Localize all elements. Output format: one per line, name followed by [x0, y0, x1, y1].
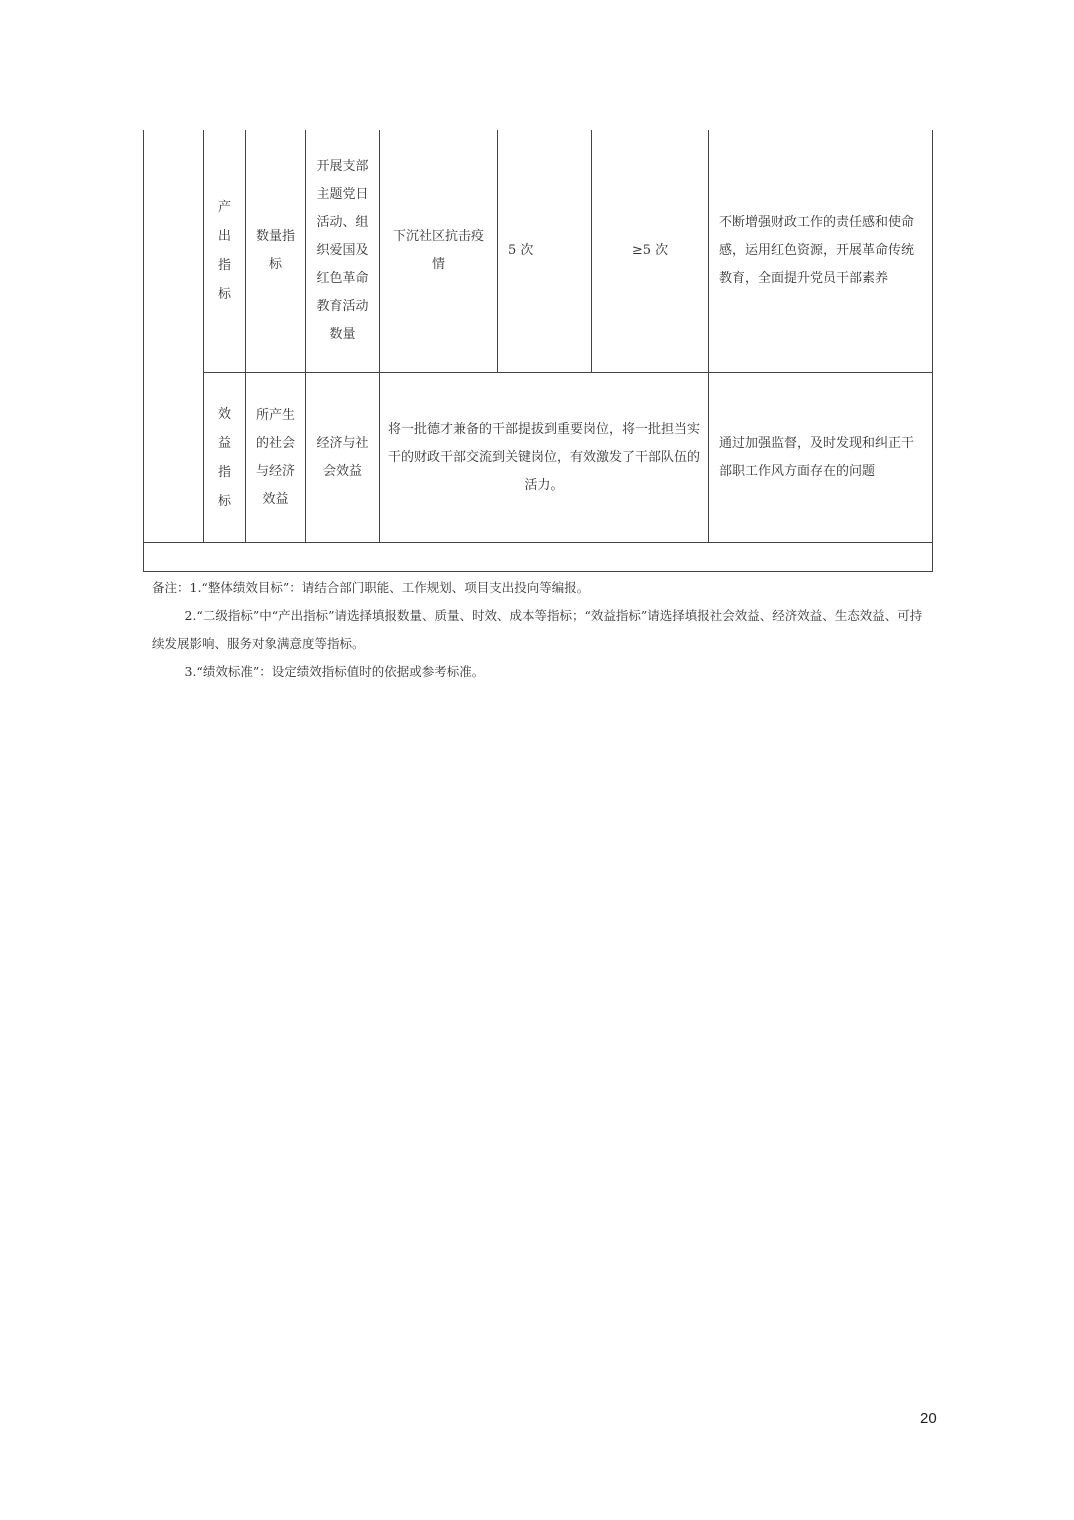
table-border-left	[143, 130, 144, 572]
level2-indicator-social-economic: 所产生的社会与经济效益	[255, 407, 295, 507]
level3-indicator-benefit: 经济与社会效益	[316, 435, 369, 479]
table-border-right	[932, 130, 933, 572]
table-row-divider	[143, 542, 932, 543]
indicator-standard: ≥5 次	[631, 243, 669, 258]
notes	[152, 574, 932, 686]
table-border-bottom	[143, 571, 932, 572]
level2-indicator-quantity: 数量指标	[255, 229, 295, 272]
indicator-remark: 不断增强财政工作的责任感和使命感，运用红色资源，开展革命传统教育，全面提升党员干部素养	[719, 215, 915, 286]
note-1: 备注：1.“整体绩效目标”：请结合部门职能、工作规划、项目支出投向等编报。	[152, 580, 590, 595]
indicator-content: 下沉社区抗击疫情	[392, 229, 484, 272]
level1-indicator-output: 产出指标	[218, 200, 232, 302]
indicator-value: 5 次	[508, 243, 534, 258]
level3-indicator-activity-count: 开展支部主题党日活动、组织爱国及红色革命教育活动数量	[316, 159, 369, 342]
benefit-content: 将一批德才兼备的干部提拔到重要岗位，将一批担当实干的财政干部交流到关键岗位，有效激发了干部队伍的活力。	[387, 421, 700, 493]
note-3: 3.“绩效标准”：设定绩效指标值时的依据或参考标准。	[184, 664, 485, 679]
level1-indicator-benefit: 效益指标	[218, 406, 232, 509]
page-number: 20	[920, 1410, 937, 1427]
benefit-remark: 通过加强监督，及时发现和纠正干部职工作风方面存在的问题	[719, 435, 915, 479]
note-2: 2.“二级指标”中“产出指标”请选择填报数量、质量、时效、成本等指标；“效益指标”请选择填报社会效益、经济效益、生态效益、可持续发展影响、服务对象满意度等指标。	[152, 608, 923, 651]
